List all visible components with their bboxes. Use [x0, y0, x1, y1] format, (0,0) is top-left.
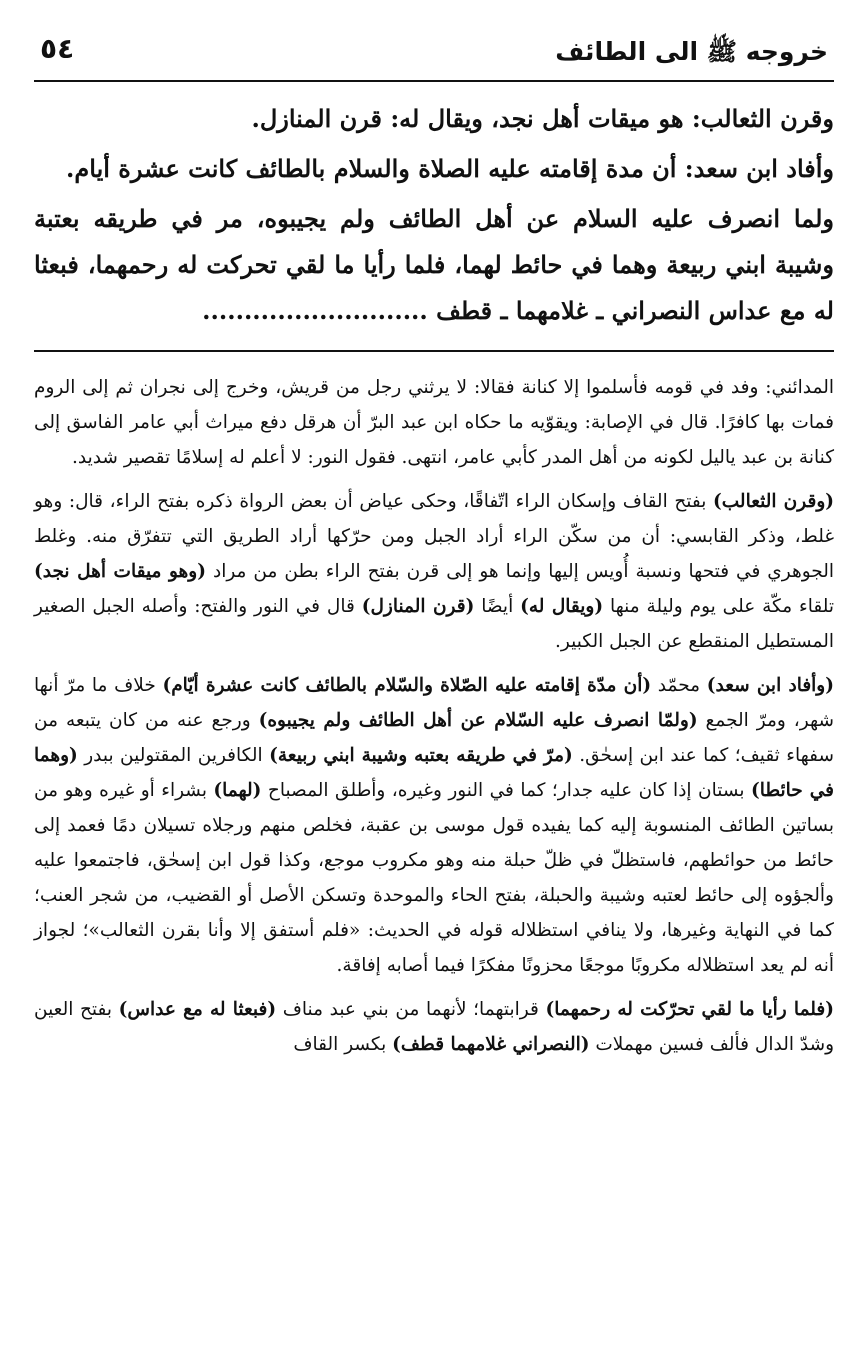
ellipsis-dots: ........................... [202, 296, 428, 325]
lemma: (أن مدّة إقامته عليه الصّلاة والسّلام بالطائف كانت عشرة أيّام) [162, 675, 652, 696]
gloss: أيضًا [474, 596, 521, 617]
lemma: (وقرن الثعالب) [713, 491, 835, 512]
commentary [34, 370, 834, 1062]
lemma: (ولمّا انصرف عليه السّلام عن أهل الطائف ولم يجيبوه) [258, 710, 698, 731]
commentary-paragraph-1: المدائني: وفد في قومه فأسلموا إلا كنانة فقالا: لا يرثني رجل من قريش، وخرج إلى نجران ثم إلى الروم فمات بها كافرًا. قال في الإصابة: ويقوّيه ما حكاه ابن عبد البرّ أن هرقل دفع ميراث أبي عامر الفاسق إلى كنانة بن عبد ياليل لكونه من أهل المدر كأبي عامر، انتهى. فقول النور: لا أعلم له إسلامًا تقصير شديد. [34, 377, 834, 468]
gloss: قال في النور والفتح: وأصله الجبل الصغير المستطيل المنقطع عن الجبل الكبير. [34, 596, 834, 652]
lemma: (وهو ميقات أهل نجد) [34, 561, 206, 582]
gloss: تلقاء مكّة على يوم وليلة منها [603, 596, 835, 617]
commentary-paragraph-4 [34, 992, 834, 1062]
main-paragraph-3 [34, 196, 834, 334]
lemma: (مرّ في طريقه بعتبه وشيبة ابني ربيعة) [269, 745, 573, 766]
gloss: بكسر القاف [293, 1034, 393, 1055]
lemma: (قرن المنازل) [361, 596, 475, 617]
gloss: محمّد [651, 675, 707, 696]
gloss: ورجع عنه من كان يتبعه من سفهاء ثقيف؛ كما عند ابن إسحٰق. [34, 710, 834, 766]
main-paragraph-2: وأفاد ابن سعد: أن مدة إقامته عليه الصلاة والسلام بالطائف كانت عشرة أيام. [66, 154, 834, 183]
gloss: الكافرين المقتولين ببدر [77, 745, 270, 766]
page [34, 30, 834, 1340]
lemma: (ويقال له) [520, 596, 604, 617]
gloss: خلاف ما مرّ أنها شهر، ومرّ الجمع [34, 675, 834, 731]
lemma: (وهما في حائطا) [34, 745, 834, 801]
lemma: (وأفاد ابن سعد) [706, 675, 834, 696]
footnote-separator [34, 350, 834, 352]
main-paragraph-1: وقرن الثعالب: هو ميقات أهل نجد، ويقال له: قرن المنازل. [251, 104, 834, 133]
page-number: ٥٤ [40, 32, 75, 65]
lemma: (لهما) [213, 780, 262, 801]
gloss: قرابتهما؛ لأنهما من بني عبد مناف [276, 999, 546, 1020]
lemma: (النصراني غلامهما قطف) [392, 1034, 590, 1055]
gloss: بشراء أو غيره وهو من بساتين الطائف المنسوبة إليه كما يفيده قول موسى بن عقبة، فخلص منهم ورجلاه تسيلان دمًا فعمد إلى حائط من حوائطهم، فاستظلّ في ظلّ حبلة منه وهو مكروب موجع، وكذا قول ابن إسحٰق، فاجتمعوا عليه وألجؤوه إلى حائط لعتبه وشيبة والحبلة، بفتح الحاء والموحدة وتسكن الأصل أو القضيب، من شجر العنب؛ كما في النهاية وغيرها، ولا ينافي استظلاله قوله في الحديث: «فلم أستفق إلا وأنا بقرن الثعالب»؛ لجواز أنه لم يعد استظلاله مكروبًا موجعًا محزونًا مفكرًا فيما أصابه إفاقة. [34, 780, 834, 976]
gloss: بستان إذا كان عليه جدار؛ كما في النور وغيره، وأطلق المصباح [261, 780, 751, 801]
main-paragraph-3-text: ولما انصرف عليه السلام عن أهل الطائف ولم يجيبوه، مر في طريقه بعتبة وشيبة ابني ربيعة وهما في حائط لهما، فلما رأيا ما لقي تحركت له رحمهما، فبعثا له مع عداس النصراني ـ غلامهما ـ قطف [34, 204, 834, 325]
gloss: بفتح القاف وإسكان الراء اتّفاقًا، وحكى عياض أن بعض الرواة ذكره بفتح الراء، قال: وهو غلط، وذكر القابسي: أن من سكّن الراء أراد الجبل ومن حرّكها أراد الطريق التي تتفرّق منه. وغلط الجوهري في فتحها ونسبة أُويس إليها وإنما هو إلى قرن بفتح الراء بطن من مراد [34, 491, 835, 582]
main-text [34, 96, 834, 334]
lemma: (فبعثا له مع عداس) [118, 999, 277, 1020]
commentary-paragraph-3 [34, 668, 834, 983]
commentary-paragraph-2 [34, 484, 834, 659]
chapter-title: خروجه ﷺ الى الطائف [555, 37, 828, 66]
gloss: بفتح العين وشدّ الدال فألف فسين مهملات [34, 999, 834, 1055]
running-header [34, 30, 834, 82]
lemma: (فلما رأيا ما لقي تحرّكت له رحمهما) [545, 999, 834, 1020]
